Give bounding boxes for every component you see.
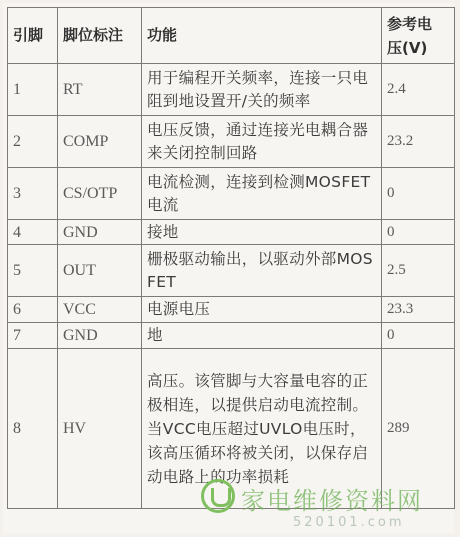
pin-number: 7	[8, 323, 58, 349]
table-row	[8, 245, 455, 297]
header-pin: 引脚	[8, 8, 58, 64]
table-row	[8, 323, 455, 349]
pin-function: 电源电压	[142, 297, 382, 323]
pin-voltage: 0	[382, 168, 455, 220]
pin-function: 用于编程开关频率，连接一只电阻到地设置开/关的频率	[142, 64, 382, 116]
header-voltage: 参考电压(V)	[382, 8, 455, 64]
pin-number: 3	[8, 168, 58, 220]
pin-voltage: 0	[382, 323, 455, 349]
pin-function: 电压反馈，通过连接光电耦合器来关闭控制回路	[142, 116, 382, 168]
pin-label: GND	[58, 220, 142, 245]
pin-label: OUT	[58, 245, 142, 297]
pin-voltage: 23.3	[382, 297, 455, 323]
table-row	[8, 349, 455, 509]
pin-function: 栅极驱动输出，以驱动外部MOSFET	[142, 245, 382, 297]
pin-voltage: 289	[382, 349, 455, 509]
pin-number: 5	[8, 245, 58, 297]
pin-function-table	[7, 7, 455, 509]
pin-number: 1	[8, 64, 58, 116]
table-row	[8, 220, 455, 245]
document-page	[3, 3, 454, 533]
pin-function: 地	[142, 323, 382, 349]
header-function: 功能	[142, 8, 382, 64]
pin-number: 4	[8, 220, 58, 245]
pin-number: 6	[8, 297, 58, 323]
pin-voltage: 0	[382, 220, 455, 245]
pin-label: GND	[58, 323, 142, 349]
watermark-text: 家电维修资料网	[241, 487, 423, 515]
pin-voltage: 2.4	[382, 64, 455, 116]
pin-voltage: 23.2	[382, 116, 455, 168]
pin-number: 2	[8, 116, 58, 168]
pin-label: HV	[58, 349, 142, 509]
pin-label: COMP	[58, 116, 142, 168]
pin-label: CS/OTP	[58, 168, 142, 220]
pin-number: 8	[8, 349, 58, 509]
pin-label: RT	[58, 64, 142, 116]
table-row	[8, 116, 455, 168]
pin-function: 高压。该管脚与大容量电容的正极相连，以提供启动电流控制。当VCC电压超过UVLO电压时，该高压循环将被关闭，以保存启动电路上的功率损耗	[142, 349, 382, 509]
table-row	[8, 297, 455, 323]
table-row	[8, 64, 455, 116]
pin-voltage: 2.5	[382, 245, 455, 297]
pin-function: 电流检测，连接到检测MOSFET电流	[142, 168, 382, 220]
pin-label: VCC	[58, 297, 142, 323]
table-row	[8, 168, 455, 220]
table-header-row	[8, 8, 455, 64]
watermark-url: 520101.com	[293, 515, 405, 530]
pin-function: 接地	[142, 220, 382, 245]
header-label: 脚位标注	[58, 8, 142, 64]
